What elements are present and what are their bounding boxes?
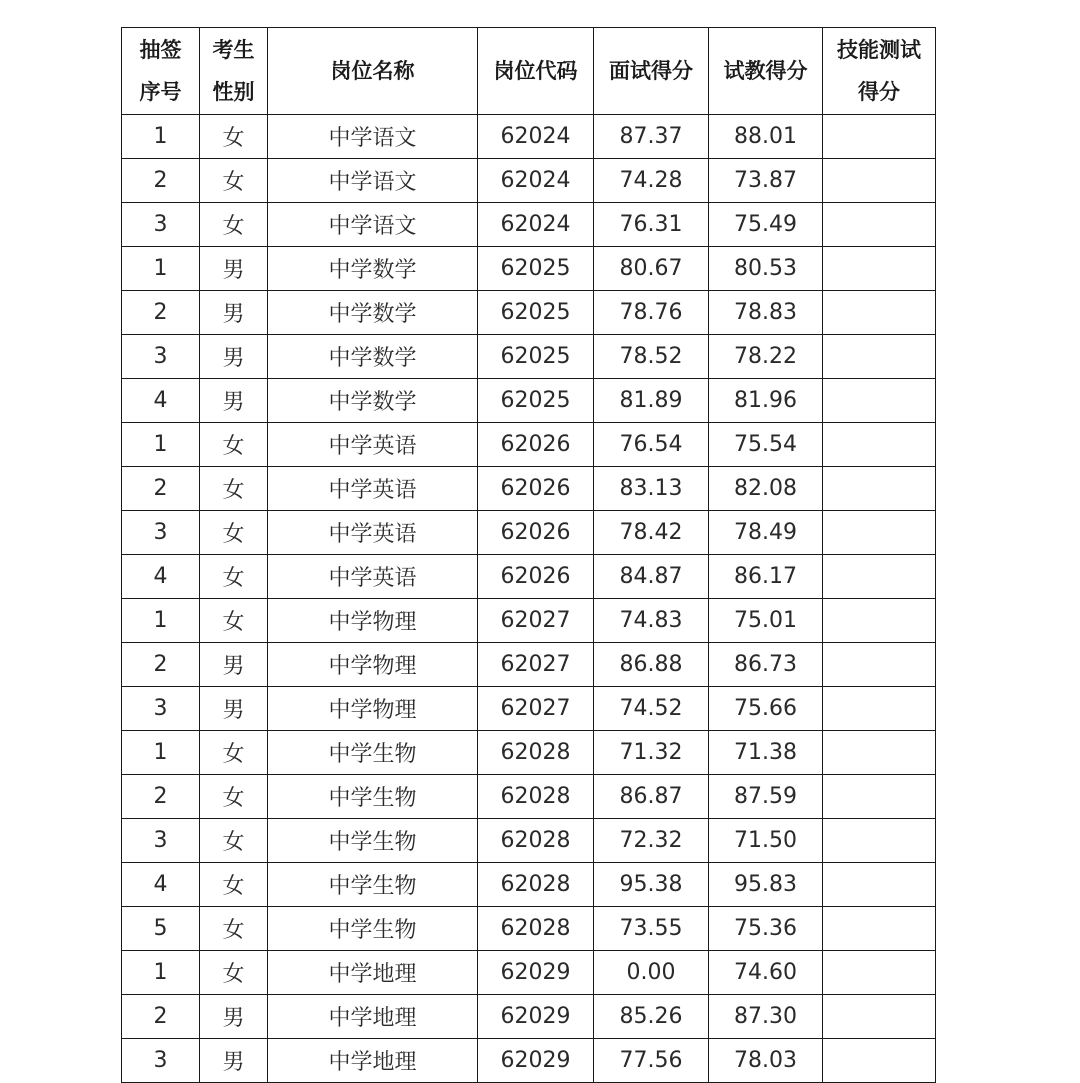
table-row	[122, 995, 936, 1039]
interview-score-cell: 76.31	[594, 203, 709, 247]
interview-score-cell: 77.56	[594, 1039, 709, 1083]
interview-score-cell: 78.52	[594, 335, 709, 379]
table-row	[122, 511, 936, 555]
table-body	[122, 115, 936, 1083]
gender-cell: 女	[200, 203, 268, 247]
lot-number-cell: 2	[122, 291, 200, 335]
teaching-score-cell: 87.59	[709, 775, 823, 819]
lot-number-cell: 1	[122, 423, 200, 467]
gender-cell: 女	[200, 907, 268, 951]
interview-score-cell: 81.89	[594, 379, 709, 423]
position-name-cell: 中学生物	[268, 775, 478, 819]
lot-number-cell: 2	[122, 995, 200, 1039]
skill-score-cell	[823, 379, 936, 423]
lot-number-cell: 1	[122, 951, 200, 995]
position-name-cell: 中学语文	[268, 159, 478, 203]
table-row	[122, 775, 936, 819]
header-position-code: 岗位代码	[478, 28, 594, 115]
position-name-cell: 中学英语	[268, 423, 478, 467]
skill-score-cell	[823, 731, 936, 775]
lot-number-cell: 3	[122, 335, 200, 379]
gender-cell: 男	[200, 291, 268, 335]
interview-score-cell: 76.54	[594, 423, 709, 467]
position-name-cell: 中学英语	[268, 555, 478, 599]
table-row	[122, 1039, 936, 1083]
skill-score-cell	[823, 951, 936, 995]
interview-score-cell: 87.37	[594, 115, 709, 159]
gender-cell: 男	[200, 1039, 268, 1083]
position-code-cell: 62025	[478, 379, 594, 423]
interview-score-cell: 95.38	[594, 863, 709, 907]
lot-number-cell: 3	[122, 511, 200, 555]
teaching-score-cell: 88.01	[709, 115, 823, 159]
table-row	[122, 951, 936, 995]
table-row	[122, 555, 936, 599]
interview-score-cell: 78.42	[594, 511, 709, 555]
teaching-score-cell: 78.03	[709, 1039, 823, 1083]
position-name-cell: 中学数学	[268, 291, 478, 335]
interview-score-cell: 74.83	[594, 599, 709, 643]
table-row	[122, 907, 936, 951]
skill-score-cell	[823, 115, 936, 159]
position-code-cell: 62026	[478, 511, 594, 555]
interview-score-cell: 83.13	[594, 467, 709, 511]
lot-number-cell: 1	[122, 247, 200, 291]
skill-score-cell	[823, 335, 936, 379]
position-code-cell: 62026	[478, 555, 594, 599]
position-code-cell: 62027	[478, 687, 594, 731]
interview-score-cell: 0.00	[594, 951, 709, 995]
teaching-score-cell: 75.54	[709, 423, 823, 467]
table-row	[122, 159, 936, 203]
interview-score-cell: 73.55	[594, 907, 709, 951]
position-name-cell: 中学物理	[268, 687, 478, 731]
lot-number-cell: 1	[122, 115, 200, 159]
gender-cell: 男	[200, 379, 268, 423]
lot-number-cell: 5	[122, 907, 200, 951]
table-row	[122, 115, 936, 159]
position-name-cell: 中学生物	[268, 907, 478, 951]
teaching-score-cell: 80.53	[709, 247, 823, 291]
gender-cell: 男	[200, 247, 268, 291]
table-row	[122, 379, 936, 423]
position-code-cell: 62027	[478, 643, 594, 687]
score-document	[121, 27, 936, 1083]
skill-score-cell	[823, 203, 936, 247]
lot-number-cell: 4	[122, 379, 200, 423]
position-code-cell: 62029	[478, 951, 594, 995]
position-code-cell: 62024	[478, 159, 594, 203]
gender-cell: 男	[200, 995, 268, 1039]
position-name-cell: 中学英语	[268, 467, 478, 511]
table-row	[122, 819, 936, 863]
position-name-cell: 中学生物	[268, 731, 478, 775]
table-header-row	[122, 28, 936, 115]
lot-number-cell: 2	[122, 159, 200, 203]
table-row	[122, 247, 936, 291]
position-code-cell: 62026	[478, 467, 594, 511]
skill-score-cell	[823, 555, 936, 599]
teaching-score-cell: 82.08	[709, 467, 823, 511]
header-lot-number: 抽签 序号	[122, 28, 200, 115]
gender-cell: 女	[200, 555, 268, 599]
interview-score-cell: 86.87	[594, 775, 709, 819]
gender-cell: 女	[200, 511, 268, 555]
interview-score-cell: 74.28	[594, 159, 709, 203]
table-row	[122, 203, 936, 247]
gender-cell: 女	[200, 467, 268, 511]
teaching-score-cell: 86.17	[709, 555, 823, 599]
skill-score-cell	[823, 995, 936, 1039]
table-row	[122, 731, 936, 775]
position-code-cell: 62028	[478, 775, 594, 819]
skill-score-cell	[823, 775, 936, 819]
position-name-cell: 中学语文	[268, 115, 478, 159]
skill-score-cell	[823, 819, 936, 863]
position-code-cell: 62024	[478, 115, 594, 159]
header-interview-score: 面试得分	[594, 28, 709, 115]
gender-cell: 女	[200, 731, 268, 775]
position-name-cell: 中学地理	[268, 995, 478, 1039]
gender-cell: 女	[200, 819, 268, 863]
position-name-cell: 中学数学	[268, 247, 478, 291]
teaching-score-cell: 71.38	[709, 731, 823, 775]
skill-score-cell	[823, 687, 936, 731]
position-name-cell: 中学生物	[268, 819, 478, 863]
lot-number-cell: 4	[122, 555, 200, 599]
teaching-score-cell: 87.30	[709, 995, 823, 1039]
skill-score-cell	[823, 247, 936, 291]
interview-score-cell: 85.26	[594, 995, 709, 1039]
table-row	[122, 643, 936, 687]
score-table	[121, 27, 936, 1083]
lot-number-cell: 1	[122, 599, 200, 643]
interview-score-cell: 80.67	[594, 247, 709, 291]
position-name-cell: 中学物理	[268, 643, 478, 687]
skill-score-cell	[823, 907, 936, 951]
teaching-score-cell: 81.96	[709, 379, 823, 423]
lot-number-cell: 2	[122, 775, 200, 819]
position-name-cell: 中学数学	[268, 379, 478, 423]
gender-cell: 男	[200, 335, 268, 379]
interview-score-cell: 84.87	[594, 555, 709, 599]
position-code-cell: 62025	[478, 335, 594, 379]
skill-score-cell	[823, 1039, 936, 1083]
teaching-score-cell: 78.22	[709, 335, 823, 379]
position-code-cell: 62026	[478, 423, 594, 467]
lot-number-cell: 3	[122, 819, 200, 863]
skill-score-cell	[823, 467, 936, 511]
teaching-score-cell: 95.83	[709, 863, 823, 907]
skill-score-cell	[823, 863, 936, 907]
position-code-cell: 62028	[478, 863, 594, 907]
table-row	[122, 335, 936, 379]
gender-cell: 女	[200, 775, 268, 819]
position-code-cell: 62025	[478, 247, 594, 291]
table-row	[122, 863, 936, 907]
interview-score-cell: 86.88	[594, 643, 709, 687]
interview-score-cell: 71.32	[594, 731, 709, 775]
position-name-cell: 中学英语	[268, 511, 478, 555]
interview-score-cell: 72.32	[594, 819, 709, 863]
teaching-score-cell: 86.73	[709, 643, 823, 687]
position-name-cell: 中学生物	[268, 863, 478, 907]
position-code-cell: 62028	[478, 731, 594, 775]
position-code-cell: 62028	[478, 819, 594, 863]
position-name-cell: 中学数学	[268, 335, 478, 379]
skill-score-cell	[823, 423, 936, 467]
gender-cell: 女	[200, 423, 268, 467]
teaching-score-cell: 74.60	[709, 951, 823, 995]
header-gender: 考生 性别	[200, 28, 268, 115]
lot-number-cell: 1	[122, 731, 200, 775]
teaching-score-cell: 78.83	[709, 291, 823, 335]
table-row	[122, 599, 936, 643]
table-row	[122, 291, 936, 335]
position-code-cell: 62027	[478, 599, 594, 643]
gender-cell: 女	[200, 599, 268, 643]
skill-score-cell	[823, 159, 936, 203]
interview-score-cell: 78.76	[594, 291, 709, 335]
skill-score-cell	[823, 643, 936, 687]
position-name-cell: 中学地理	[268, 1039, 478, 1083]
position-code-cell: 62029	[478, 995, 594, 1039]
lot-number-cell: 3	[122, 203, 200, 247]
position-name-cell: 中学地理	[268, 951, 478, 995]
gender-cell: 女	[200, 863, 268, 907]
position-name-cell: 中学物理	[268, 599, 478, 643]
header-teaching-score: 试教得分	[709, 28, 823, 115]
interview-score-cell: 74.52	[594, 687, 709, 731]
skill-score-cell	[823, 599, 936, 643]
gender-cell: 女	[200, 159, 268, 203]
lot-number-cell: 2	[122, 467, 200, 511]
teaching-score-cell: 78.49	[709, 511, 823, 555]
table-row	[122, 687, 936, 731]
skill-score-cell	[823, 291, 936, 335]
header-skill-test-score: 技能测试 得分	[823, 28, 936, 115]
lot-number-cell: 3	[122, 1039, 200, 1083]
teaching-score-cell: 73.87	[709, 159, 823, 203]
table-row	[122, 467, 936, 511]
gender-cell: 男	[200, 687, 268, 731]
teaching-score-cell: 71.50	[709, 819, 823, 863]
header-position-name: 岗位名称	[268, 28, 478, 115]
position-code-cell: 62028	[478, 907, 594, 951]
position-code-cell: 62029	[478, 1039, 594, 1083]
teaching-score-cell: 75.36	[709, 907, 823, 951]
position-code-cell: 62024	[478, 203, 594, 247]
lot-number-cell: 3	[122, 687, 200, 731]
skill-score-cell	[823, 511, 936, 555]
teaching-score-cell: 75.66	[709, 687, 823, 731]
teaching-score-cell: 75.49	[709, 203, 823, 247]
position-name-cell: 中学语文	[268, 203, 478, 247]
table-row	[122, 423, 936, 467]
lot-number-cell: 4	[122, 863, 200, 907]
teaching-score-cell: 75.01	[709, 599, 823, 643]
gender-cell: 女	[200, 115, 268, 159]
gender-cell: 男	[200, 643, 268, 687]
position-code-cell: 62025	[478, 291, 594, 335]
gender-cell: 女	[200, 951, 268, 995]
lot-number-cell: 2	[122, 643, 200, 687]
